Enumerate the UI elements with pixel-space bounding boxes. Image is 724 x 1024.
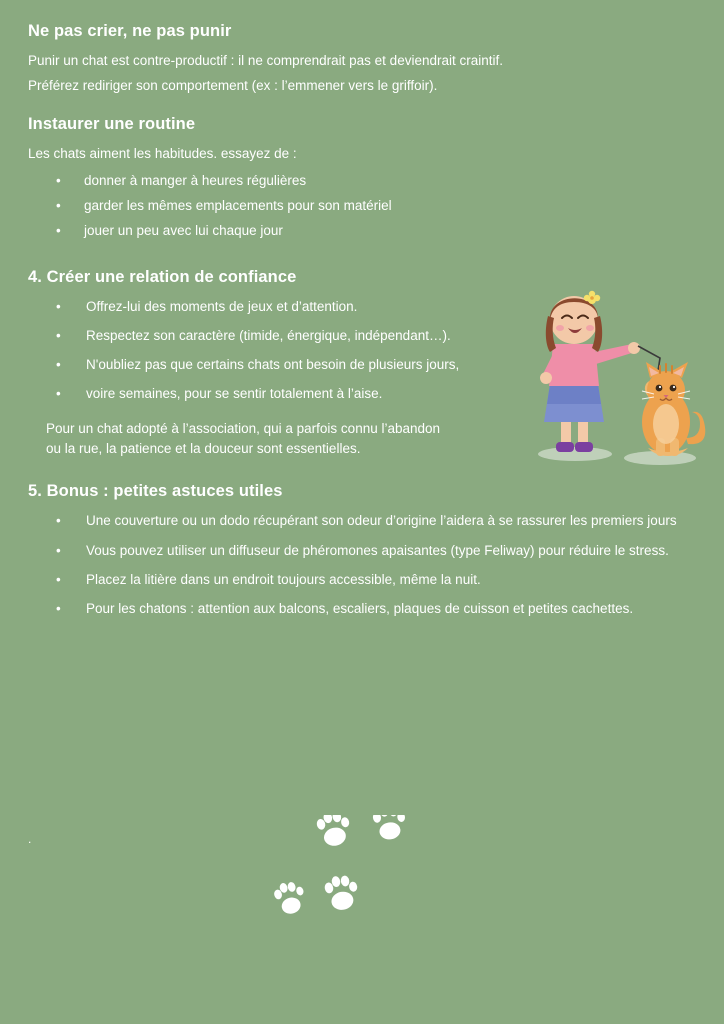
list-item-label: voire semaines, pour se sentir totalement à l’aise.	[86, 386, 383, 402]
paragraph: Punir un chat est contre-productif : il ne comprendrait pas et deviendrait craintif.	[28, 53, 503, 68]
list-item	[28, 196, 696, 216]
list-item-label: Placez la litière dans un endroit toujours accessible, même la nuit.	[86, 571, 481, 587]
list-item	[28, 384, 586, 404]
bullet-glyph: •	[56, 542, 61, 558]
bullet-glyph: •	[56, 386, 61, 402]
list-item	[28, 326, 586, 346]
list-item-label: Respectez son caractère (timide, énergique, indépendant…).	[86, 327, 451, 343]
bullet-glyph: •	[56, 223, 61, 239]
section-heading: 4. Créer une relation de confiance	[28, 267, 297, 286]
list-item-label: Une couverture ou un dodo récupérant son odeur d’origine l’aidera à se rassurer les premiers jours	[86, 513, 677, 529]
section-instaurer-une-routine	[28, 115, 696, 242]
list-item	[28, 221, 696, 241]
bullet-glyph: •	[56, 198, 61, 214]
list-item-label: donner à manger à heures régulières	[84, 172, 307, 188]
section-heading: 5. Bonus : petites astuces utiles	[28, 482, 283, 501]
bullet-glyph: •	[56, 513, 61, 529]
list-item	[28, 599, 696, 619]
bullet-list	[28, 171, 696, 242]
girl-playing-with-cat-illustration	[520, 272, 710, 472]
note-line: ou la rue, la patience et la douceur sont essentielles.	[46, 441, 361, 457]
bullet-glyph: •	[56, 327, 61, 343]
list-item	[28, 171, 696, 191]
bullet-glyph: •	[56, 357, 61, 373]
section-bonus-astuces	[28, 482, 696, 619]
bullet-list	[28, 511, 696, 619]
list-item	[28, 570, 696, 590]
bullet-glyph: •	[56, 601, 61, 617]
list-item-label: Vous pouvez utiliser un diffuseur de phéromones apaisantes (type Feliway) pour réduire le stress.	[86, 542, 669, 558]
list-item	[28, 541, 696, 561]
list-item	[28, 355, 586, 375]
bullet-glyph: •	[56, 571, 61, 587]
list-item-label: N'oubliez pas que certains chats ont besoin de plusieurs jours,	[86, 357, 460, 373]
bullet-glyph: •	[56, 172, 61, 188]
bullet-glyph: •	[56, 298, 61, 314]
section-ne-pas-crier	[28, 22, 696, 97]
section-heading: Instaurer une routine	[28, 114, 196, 133]
footer-dot-mark: .	[28, 832, 32, 846]
list-item-label: garder les mêmes emplacements pour son matériel	[84, 198, 392, 214]
paw-prints-decoration	[270, 815, 450, 945]
page-bottom-strip	[0, 1002, 724, 1024]
list-item-label: Offrez-lui des moments de jeux et d’attention.	[86, 298, 358, 314]
list-item	[28, 297, 586, 317]
section-heading: Ne pas crier, ne pas punir	[28, 22, 232, 40]
paragraph: Les chats aiment les habitudes. essayez de :	[28, 145, 297, 161]
list-item-label: jouer un peu avec lui chaque jour	[84, 223, 283, 239]
list-item	[28, 511, 696, 531]
paragraph: Préférez rediriger son comportement (ex : l’emmener vers le griffoir).	[28, 77, 438, 93]
note-line: Pour un chat adopté à l’association, qui a parfois connu l’abandon	[46, 420, 441, 436]
list-item-label: Pour les chatons : attention aux balcons, escaliers, plaques de cuisson et petites cachettes.	[86, 601, 634, 617]
